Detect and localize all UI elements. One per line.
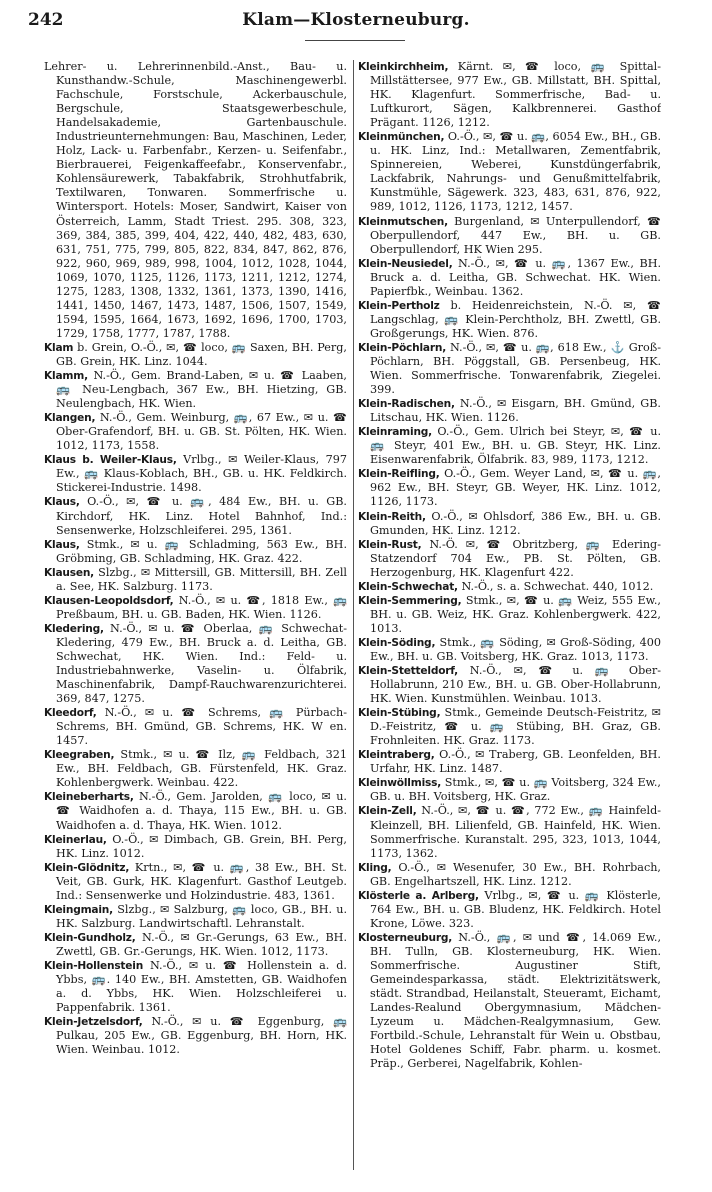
directory-entry (358, 510, 661, 538)
directory-entry (44, 594, 347, 622)
directory-entry (358, 215, 661, 257)
directory-entry (358, 257, 661, 299)
directory-entry (358, 706, 661, 748)
entry-heading: Klein-Rust, (358, 538, 422, 551)
entry-text: Slzbg., ✉ Mittersill, GB. Mittersill, BH. Zell a. See, HK. Salzburg. 1173. (56, 565, 347, 593)
entry-text: N.-Ö., ✉ u. ☎, 1818 Ew., 🚌 Preßbaum, BH. u. GB. Baden, HK. Wien. 1126. (56, 593, 347, 621)
entry-text: Kärnt. ✉, ☎ loco, 🚌 Spittal-Millstättersee, 977 Ew., GB. Millstatt, BH. Spittal, HK. Klagenfurt. Sommerfrische, Bad- u. Luftkurort, Sägen, Kalkbrennerei. Gasthof Prägant. 1126, 1212. (370, 60, 661, 130)
entry-text: Lehrer- u. Lehrerinnenbild.-Anst., Bau- u. Kunsthandw.-Schule, Maschinengewerbl. Fachschule, Forstschule, Ackerbauschule, Bergschule, Staatsgewerbeschule, Handelsakademie, Gartenbauschule. Industrieunternehmungen: Bau, Maschinen, Leder, Holz, Lack- u. Farbenfabr., Kerzen- u. Seifenfabr., Bierbrauerei, Feigenkaffeefabr., Konservenfabr., Kohlensäurewerk, Tabakfabrik, Strohhutfabrik, Textilwaren, Tonwaren. Sommerfrische u. Wintersport. Hotels: Moser, Sandwirt, Kaiser von Österreich, Lamm, Stadt Triest. 295. 308, 323, 369, 384, 385, 399, 404, 422, 440, 482, 483, 630, 631, 751, 775, 799, 805, 822, 834, 847, 862, 876, 922, 960, 969, 989, 998, 1004, 1012, 1028, 1044, 1069, 1070, 1125, 1126, 1173, 1211, 1212, 1274, 1275, 1283, 1308, 1332, 1361, 1373, 1390, 1416, 1441, 1450, 1467, 1473, 1487, 1506, 1507, 1549, 1594, 1595, 1664, 1673, 1692, 1696, 1700, 1703, 1729, 1758, 1777, 1787, 1788. (44, 60, 347, 340)
directory-entry (44, 453, 347, 495)
page-number: 242 (28, 10, 64, 30)
entry-text: N.-Ö., ✉ u. ☎ Schrems, 🚌 Pürbach-Schrems, BH. Gmünd, GB. Schrems, HK. W en. 1457. (56, 706, 347, 748)
entry-text: Slzbg., ✉ Salzburg, 🚌 loco, GB., BH. u. HK. Salzburg. Landwirtschaftl. Lehranstalt. (56, 902, 347, 930)
directory-entry (44, 706, 347, 748)
entry-text: N.-Ö. ✉, ☎ Obritzberg, 🚌 Edering-Statzendorf 704 Ew., PB. St. Pölten, GB. Herzogenburg, HK. Klagenfurt 422. (370, 537, 661, 579)
directory-entry (358, 748, 661, 776)
entry-text: Burgenland, ✉ Unterpullendorf, ☎ Oberpullendorf, 447 Ew., BH. u. GB. Oberpullendorf, HK Wien 295. (370, 214, 661, 256)
entry-text: b. Heidenreichstein, N.-Ö. ✉, ☎ Langschlag, 🚌 Klein-Perchtholz, BH. Zwettl, GB. Großgerungs, HK. Wien. 876. (370, 298, 661, 340)
entry-heading: Klein-Stübing, (358, 707, 441, 720)
entry-text: Vrlbg., ✉, ☎ u. 🚌 Klösterle, 764 Ew., BH. u. GB. Bludenz, HK. Feldkirch. Hotel Krone, Löwe. 323. (370, 888, 661, 930)
entry-heading: Klaus, (44, 538, 80, 551)
directory-entry (44, 411, 347, 453)
entry-text: O.-Ö., ✉ Ohlsdorf, 386 Ew., BH. u. GB. Gmunden, HK. Linz. 1212. (370, 509, 661, 537)
entry-heading: Klösterle a. Arlberg, (358, 889, 479, 902)
directory-entry (358, 594, 661, 636)
left-column (44, 60, 347, 1170)
entry-text: N.-Ö., ✉, ☎ u. 🚌, 618 Ew., ⚓ Groß-Pöchlarn, BH. Pöggstall, GB. Persenbeug, HK. Wien. Sommerfrische. Tonwarenfabrik, Ziegelei. 399. (370, 340, 661, 397)
page-header (28, 10, 684, 32)
entry-heading: Klein-Zell, (358, 805, 417, 818)
entry-heading: Klausen, (44, 566, 94, 579)
directory-entry (44, 341, 347, 369)
entry-heading: Klein-Gundholz, (44, 931, 136, 944)
entry-heading: Kleinerlau, (44, 833, 107, 846)
entry-heading: Klein-Reifling, (358, 468, 440, 481)
entry-heading: Kleinraming, (358, 426, 432, 439)
entry-text: Stmk., 🚌 Söding, ✉ Groß-Söding, 400 Ew., BH. u. GB. Voitsberg, HK. Graz. 1013, 1173. (370, 635, 661, 663)
entry-heading: Kleintraberg, (358, 749, 435, 762)
directory-entry (44, 622, 347, 706)
directory-entry (358, 341, 661, 397)
directory-entry (44, 748, 347, 790)
entry-heading: Klein-Schwechat, (358, 580, 458, 593)
entry-text: N.-Ö., 🚌, ✉ und ☎, 14.069 Ew., BH. Tulln, GB. Klosterneuburg, HK. Wien. Sommerfrische. Augustiner Stift, Gemeindesparkassa, städt. Elektrizitätswerk, städt. Strandbad, Heilanstalt, Steueramt, Eichamt, Landes-Realund Obergymnasium, Mädchen-Lyzeum u. Mädchen-Realgymnasium, Gew. Fortbild.-Schule, Lehranstalt für Wein u. Obstbau, Hotel Goldenes Schiff, Fabr. pharm. u. kosmet. Präp., Gerberei, Nagelfabrik, Kohlen- (370, 930, 661, 1071)
directory-entry (358, 804, 661, 860)
entry-heading: Kling, (358, 861, 392, 874)
entry-text: N.-Ö., s. a. Schwechat. 440, 1012. (461, 579, 654, 593)
entry-text: N.-Ö., ✉ Eisgarn, BH. Gmünd, GB. Litschau, HK. Wien. 1126. (370, 397, 661, 425)
entry-heading: Klaus, (44, 496, 80, 509)
entry-text: N.-Ö., ✉ u. ☎ Eggenburg, 🚌 Pulkau, 205 Ew., GB. Eggenburg, BH. Horn, HK. Wien. Weinbau. 1012. (56, 1015, 347, 1057)
entry-text: N.-Ö., ✉ Gr.-Gerungs, 63 Ew., BH. Zwettl, GB. Gr.-Gerungs, HK. Wien. 1012, 1173. (56, 930, 347, 958)
entry-heading: Klein-Neusiedel, (358, 257, 453, 270)
entry-heading: Klein-Pöchlarn, (358, 341, 447, 354)
entry-heading: Kleingmain, (44, 903, 113, 916)
entry-text: N.-Ö., ✉, ☎ u. 🚌 Ober-Hollabrunn, 210 Ew., BH. u. GB. Ober-Hollabrunn, HK. Wien. Kunstmühlen. Weinbau. 1013. (370, 664, 661, 706)
directory-entry (358, 299, 661, 341)
entry-text: N.-Ö., ✉, ☎ u. ☎, 772 Ew., 🚌 Hainfeld-Kleinzell, BH. Lilienfeld, GB. Hainfeld, HK. Wien. Sommerfrische. Kuranstalt. 295, 323, 1013, 1044, 1173, 1362. (370, 804, 661, 860)
entry-text: b. Grein, O.-Ö., ✉, ☎ loco, 🚌 Saxen, BH. Perg, GB. Grein, HK. Linz. 1044. (56, 340, 347, 368)
entry-heading: Klein-Söding, (358, 636, 436, 649)
directory-entry (358, 397, 661, 425)
entry-text: N.-Ö., Gem. Weinburg, 🚌, 67 Ew., ✉ u. ☎ Ober-Grafendorf, BH. u. GB. St. Pölten, HK. Wien. 1012, 1173, 1558. (56, 411, 347, 453)
directory-entry (44, 861, 347, 903)
entry-text: Stmk., ✉, ☎ u. 🚌 Voitsberg, 324 Ew., GB. u. BH. Voitsberg, HK. Graz. (370, 776, 661, 804)
directory-entry (358, 130, 661, 214)
entry-heading: Kleinmutschen, (358, 215, 448, 228)
entry-heading: Klam (44, 341, 74, 354)
entry-text: O.-Ö., ✉ Traberg, GB. Leonfelden, BH. Urfahr, HK. Linz. 1487. (370, 748, 661, 776)
directory-entry (358, 467, 661, 509)
entry-heading: Klein-Jetzelsdorf, (44, 1016, 143, 1029)
directory-entry (44, 790, 347, 832)
text-columns (44, 60, 672, 1170)
directory-entry (358, 60, 661, 130)
entry-text: N.-Ö., ✉ u. ☎ Hollenstein a. d. Ybbs, 🚌. 140 Ew., BH. Amstetten, GB. Waidhofen a. d. Ybbs, HK. Wien. Holzschleiferei u. Pappenfabrik. 1361. (56, 959, 347, 1015)
entry-heading: Klein-Semmering, (358, 594, 462, 607)
entry-heading: Kleinkirchheim, (358, 61, 449, 73)
entry-text: N.-Ö., Gem. Jarolden, 🚌 loco, ✉ u. ☎ Waidhofen a. d. Thaya, 115 Ew., BH. u. GB. Waidhofen a. d. Thaya, HK. Wien. 1012. (56, 790, 347, 832)
entry-heading: Klosterneuburg, (358, 931, 453, 944)
entry-heading: Klein-Hollenstein (44, 960, 144, 972)
entry-heading: Kleegraben, (44, 749, 115, 762)
entry-text: O.-Ö., ✉, ☎ u. 🚌, 6054 Ew., BH., GB. u. HK. Linz, Ind.: Metallwaren, Zementfabrik, Spinnereien, Weberei, Kunstdüngerfabrik, Lackfabrik, Nahrungs- und Genußmittelfabrik, Kunstmühle, Sägewerk. 323, 483, 631, 876, 922, 989, 1012, 1126, 1173, 1212, 1457. (370, 130, 661, 214)
entry-heading: Klangen, (44, 412, 96, 425)
entry-heading: Kleineberharts, (44, 791, 134, 804)
entry-heading: Kledering, (44, 622, 104, 635)
entry-heading: Klein-Radischen, (358, 398, 455, 411)
entry-text: O.-Ö., Gem. Weyer Land, ✉, ☎ u. 🚌, 962 Ew., BH. Steyr, GB. Weyer, HK. Linz. 1012, 1126, 1173. (370, 467, 661, 509)
directory-entry (358, 776, 661, 804)
entry-text: O.-Ö., Gem. Ulrich bei Steyr, ✉, ☎ u. 🚌 Steyr, 401 Ew., BH. u. GB. Steyr, HK. Linz. Eisenwarenfabrik, Ölfabrik. 83, 989, 1173, 1212. (370, 425, 661, 467)
directory-entry (358, 425, 661, 467)
entry-heading: Klein-Stetteldorf, (358, 665, 458, 678)
entry-heading: Kleedorf, (44, 707, 97, 720)
directory-entry (358, 931, 661, 1071)
column-divider (353, 60, 354, 1170)
entry-text: Vrlbg., ✉ Weiler-Klaus, 797 Ew., 🚌 Klaus-Koblach, BH., GB. u. HK. Feldkirch. Stickerei-Industrie. 1498. (56, 453, 347, 495)
entry-text: Stmk., Gemeinde Deutsch-Feistritz, ✉ D.-Feistritz, ☎ u. 🚌 Stübing, BH. Graz, GB. Frohnleiten. HK. Graz. 1173. (370, 706, 661, 748)
entry-text: N.-Ö., ✉ u. ☎ Oberlaa, 🚌 Schwechat-Kledering, 479 Ew., BH. Bruck a. d. Leitha, GB. Schwechat, HK. Wien. Ind.: Feld- u. Industriebahnwerke, Vaselin- u. Ölfabrik, Maschinenfabrik, Dampf-Rauchwarenzurichterei. 369, 847, 1275. (56, 621, 347, 706)
entry-heading: Klausen-Leopoldsdorf, (44, 594, 174, 607)
entry-heading: Kleinmünchen, (358, 131, 445, 144)
entry-heading: Klein-Pertholz (358, 299, 440, 312)
entry-heading: Klein-Reith, (358, 510, 426, 523)
directory-entry (44, 931, 347, 959)
directory-entry (44, 538, 347, 566)
directory-entry (44, 959, 347, 1015)
directory-entry (44, 369, 347, 411)
directory-entry (358, 538, 661, 580)
entry-heading: Klamm, (44, 370, 88, 383)
directory-entry (44, 903, 347, 931)
directory-entry (44, 566, 347, 594)
entry-heading: Klein-Glödnitz, (44, 861, 130, 874)
directory-entry (358, 636, 661, 664)
directory-entry (358, 861, 661, 889)
entry-text: Stmk., ✉ u. ☎ Ilz, 🚌 Feldbach, 321 Ew., BH. Feldbach, GB. Fürstenfeld, HK. Graz. Kohlenbergwerk. Weinbau. 422. (56, 748, 347, 790)
entry-text: O.-Ö., ✉, ☎ u. 🚌, 484 Ew., BH. u. GB. Kirchdorf, HK. Linz. Hotel Bahnhof, Ind.: Sensenwerke, Holzschleiferei. 295, 1361. (56, 495, 347, 537)
entry-heading: Klaus b. Weiler-Klaus, (44, 454, 177, 467)
entry-text: O.-Ö., ✉ Dimbach, GB. Grein, BH. Perg, HK. Linz. 1012. (56, 832, 347, 860)
entry-text: Stmk., ✉, ☎ u. 🚌 Weiz, 555 Ew., BH. u. GB. Weiz, HK. Graz. Kohlenbergwerk. 422, 1013. (370, 593, 661, 635)
directory-entry (44, 833, 347, 861)
entry-text: N.-Ö., ✉, ☎ u. 🚌, 1367 Ew., BH. Bruck a. d. Leitha, GB. Schwechat. HK. Wien. Papierfbk., Weinbau. 1362. (370, 256, 661, 298)
entry-text: Stmk., ✉ u. 🚌 Schladming, 563 Ew., BH. Gröbming, GB. Schladming, HK. Graz. 422. (56, 537, 347, 565)
right-column (358, 60, 661, 1170)
directory-entry (358, 889, 661, 931)
entry-heading: Kleinwöllmiss, (358, 777, 442, 790)
directory-entry (358, 580, 661, 594)
directory-entry (44, 495, 347, 537)
entry-text: O.-Ö., ✉ Wesenufer, 30 Ew., BH. Rohrbach, GB. Engelhartszell, HK. Linz. 1212. (370, 860, 661, 888)
header-rule (305, 40, 405, 41)
directory-entry (358, 664, 661, 706)
running-title: Klam—Klosterneuburg. (242, 10, 470, 30)
entry-text: Krtn., ✉, ☎ u. 🚌, 38 Ew., BH. St. Veit, GB. Gurk, HK. Klagenfurt. Gasthof Leutgeb. Ind.: Sensenwerke und Holzindustrie. 483, 1361. (56, 860, 347, 902)
entry-text: N.-Ö., Gem. Brand-Laben, ✉ u. ☎ Laaben, 🚌 Neu-Lengbach, 367 Ew., BH. Hietzing, GB. Neulengbach, HK. Wien. (56, 369, 347, 411)
directory-entry (44, 60, 347, 341)
directory-entry (44, 1015, 347, 1057)
